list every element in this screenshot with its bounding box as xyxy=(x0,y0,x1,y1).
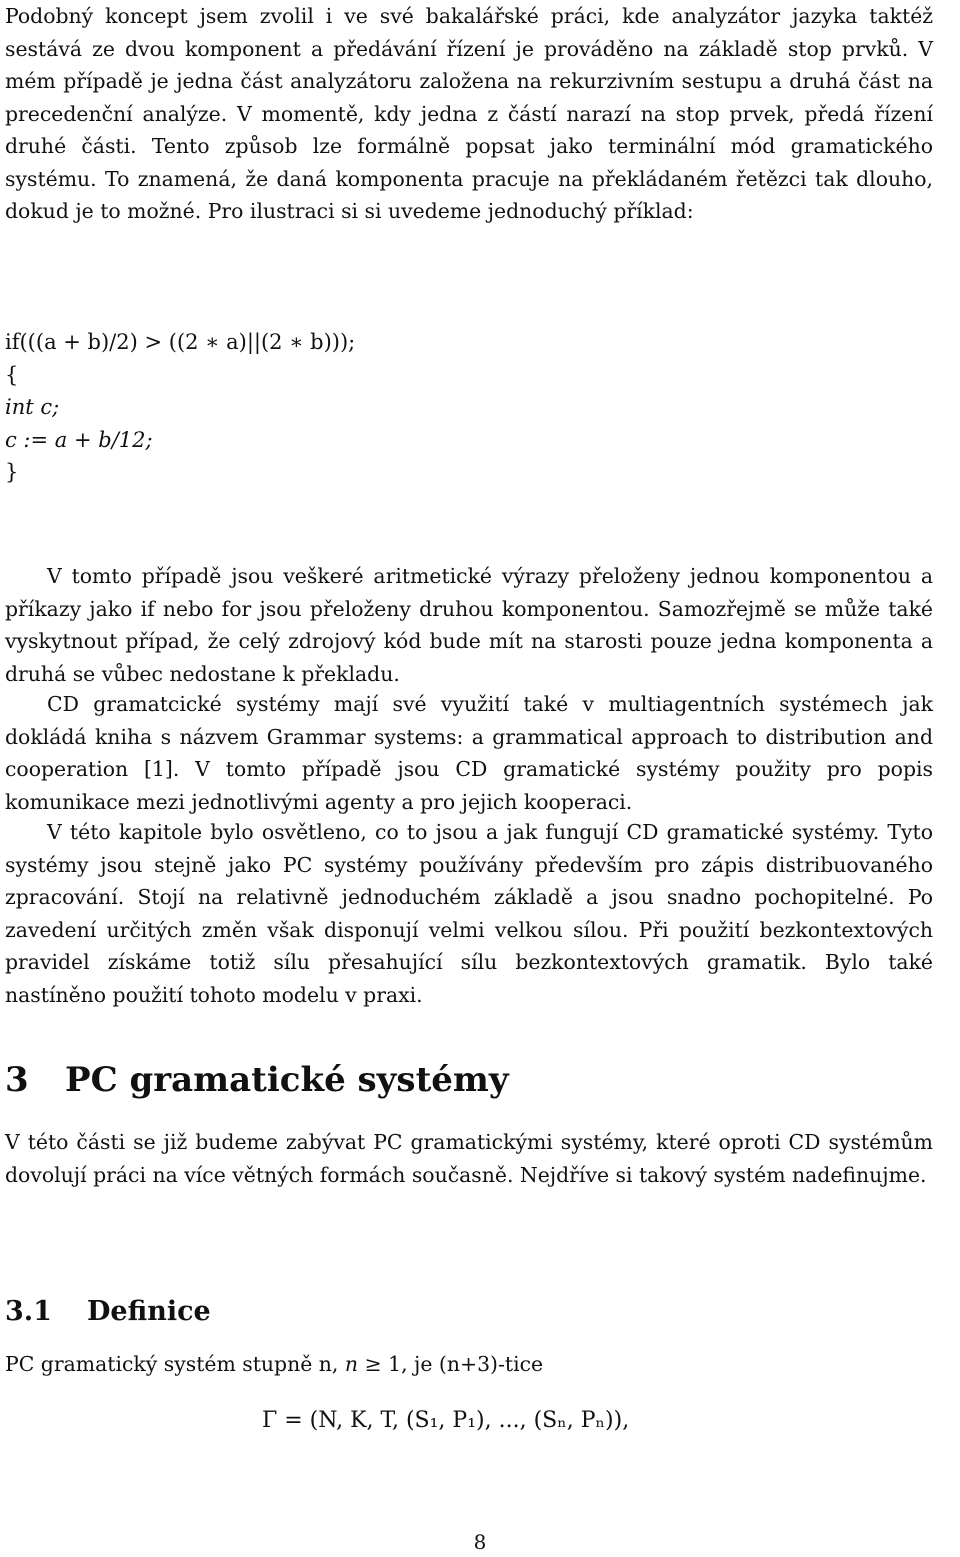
code-line-close-brace: } xyxy=(5,460,19,484)
code-line-if: if(((a + b)/2) > ((2 ∗ a)||(2 ∗ b))); xyxy=(5,330,356,354)
section-heading xyxy=(5,1060,935,1100)
definition-text-start: PC gramatický systém stupně n, xyxy=(5,1352,345,1376)
code-example xyxy=(5,326,705,489)
definition-variable-n: n xyxy=(344,1352,359,1376)
paragraph-multiagent: CD gramatcické systémy mají své využití také v multiagentních systémech jak dokládá kniha s názvem Grammar systems: a grammatical approach to distribution and cooperation [1]. V tomto případě jsou CD gramatické systémy použity pro popis komunikace mezi jednotlivými agenty a pro jejich kooperaci. xyxy=(5,692,933,814)
section-title: PC gramatické systémy xyxy=(65,1060,509,1100)
paragraph-summary: V této kapitole bylo osvětleno, co to jsou a jak fungují CD gramatické systémy. Tyto systémy jsou stejně jako PC systémy používány především pro zápis distribuovaného zpracování. Stojí na relativně jednoduchém základě a jsou snadno pochopitelné. Po zavedení určitých změn však disponují velmi velkou sílou. Při použití bezkontextových pravidel získáme totiž sílu přesahující sílu bezkontextových gramatik. Bylo také nastíněno použití tohoto modelu v praxi. xyxy=(5,820,933,1007)
greater-equal-symbol: ≥ xyxy=(364,1352,382,1376)
definition-text-end: 1, je (n+3)-tice xyxy=(381,1352,544,1376)
paragraph-intro: Podobný koncept jsem zvolil i ve své bakalářské práci, kde analyzátor jazyka taktéž sestává ze dvou komponent a předávání řízení je prováděno na základě stop prvků. V mém případě je jedna část analyzátoru založena na rekurzivním sestupu a druhá část na precedenční analýze. V momentě, kdy jedna z částí narazí na stop prvek, předá řízení druhé části. Tento způsob lze formálně popsat jako terminální mód gramatického systému. To znamená, že daná komponenta pracuje na překládaném řetězci tak dlouho, dokud je to možné. Pro ilustraci si si uvedeme jednoduchý příklad: xyxy=(5,4,933,223)
subsection-title: Definice xyxy=(87,1296,211,1327)
page-number: 8 xyxy=(473,1530,487,1554)
paragraph-definition xyxy=(5,1348,933,1381)
section-number: 3 xyxy=(5,1060,29,1100)
paragraph-components: V tomto případě jsou veškeré aritmetické výrazy přeloženy jednou komponentou a příkazy jako if nebo for jsou přeloženy druhou komponentou. Samozřejmě se může také vyskytnout případ, že celý zdrojový kód bude mít na starosti pouze jedna komponenta a druhá se vůbec nedostane k překladu. xyxy=(5,564,933,686)
paragraph-section-intro: V této části se již budeme zabývat PC gramatickými systémy, které oproti CD systémům dovolují práci na více větných formách současně. Nejdříve si takový systém nadefinujme. xyxy=(5,1130,933,1187)
code-line-open-brace: { xyxy=(5,362,19,387)
subsection-heading xyxy=(5,1295,935,1329)
subsection-number: 3.1 xyxy=(5,1296,52,1327)
code-line-assignment: c := a + b/12; xyxy=(5,427,153,452)
definition-formula: Γ = (N, K, T, (S₁, P₁), ..., (Sₙ, Pₙ)), xyxy=(262,1408,630,1433)
code-line-declaration: int c; xyxy=(5,395,60,419)
